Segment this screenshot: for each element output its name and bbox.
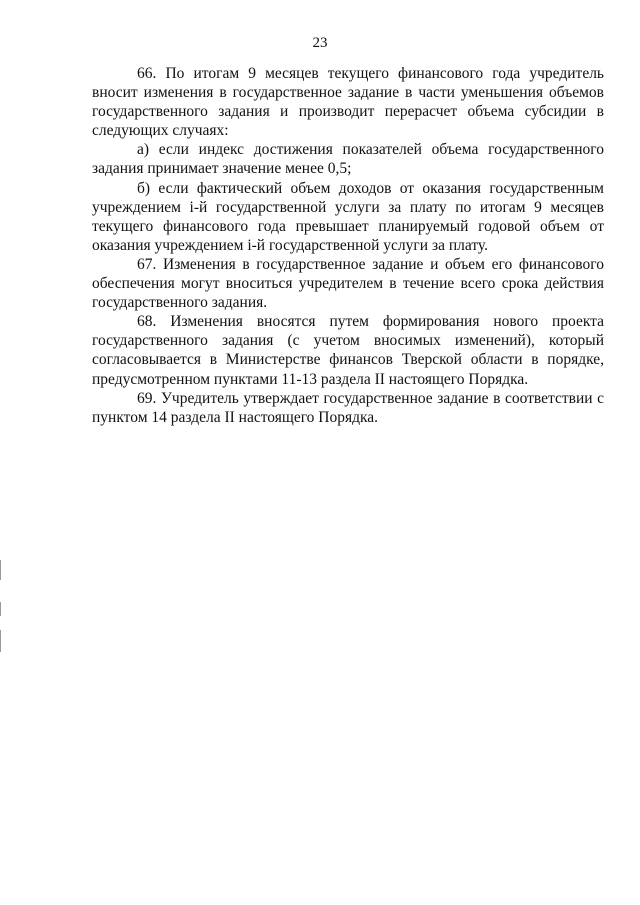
paragraph-66-item-b: б) если фактический объем доходов от оказания государственным учреждением i-й государственной услуги за плату по итогам 9 месяцев текущего финансового года превышает планируемый годовой объем от оказания учреждением i-й государственной услуги за плату. [92, 179, 604, 254]
paragraph-66-item-a: а) если индекс достижения показателей объема государственного задания принимает значение менее 0,5; [92, 141, 604, 178]
scan-edge-mark [0, 630, 1, 652]
paragraph-69: 69. Учредитель утверждает государственное задание в соответствии с пунктом 14 раздела II настоящего Порядка. [92, 389, 604, 426]
paragraph-67: 67. Изменения в государственное задание и объем его финансового обеспечения могут вноситься учредителем в течение всего срока действия государственного задания. [92, 255, 604, 312]
scan-edge-mark [0, 602, 1, 616]
scan-edge-mark [0, 560, 1, 580]
paragraph-66: 66. По итогам 9 месяцев текущего финансового года учредитель вносит изменения в государственное задание в части уменьшения объемов государственного задания и производит перерасчет объема субсидии в следующих случаях: [92, 65, 604, 140]
page-number: 23 [312, 35, 328, 51]
document-body [92, 64, 604, 427]
paragraph-68: 68. Изменения вносятся путем формирования нового проекта государственного задания (с учетом вносимых изменений), который согласовывается в Министерстве финансов Тверской области в порядке, предусмотренном пунктами 11-13 раздела II настоящего Порядка. [92, 313, 604, 388]
